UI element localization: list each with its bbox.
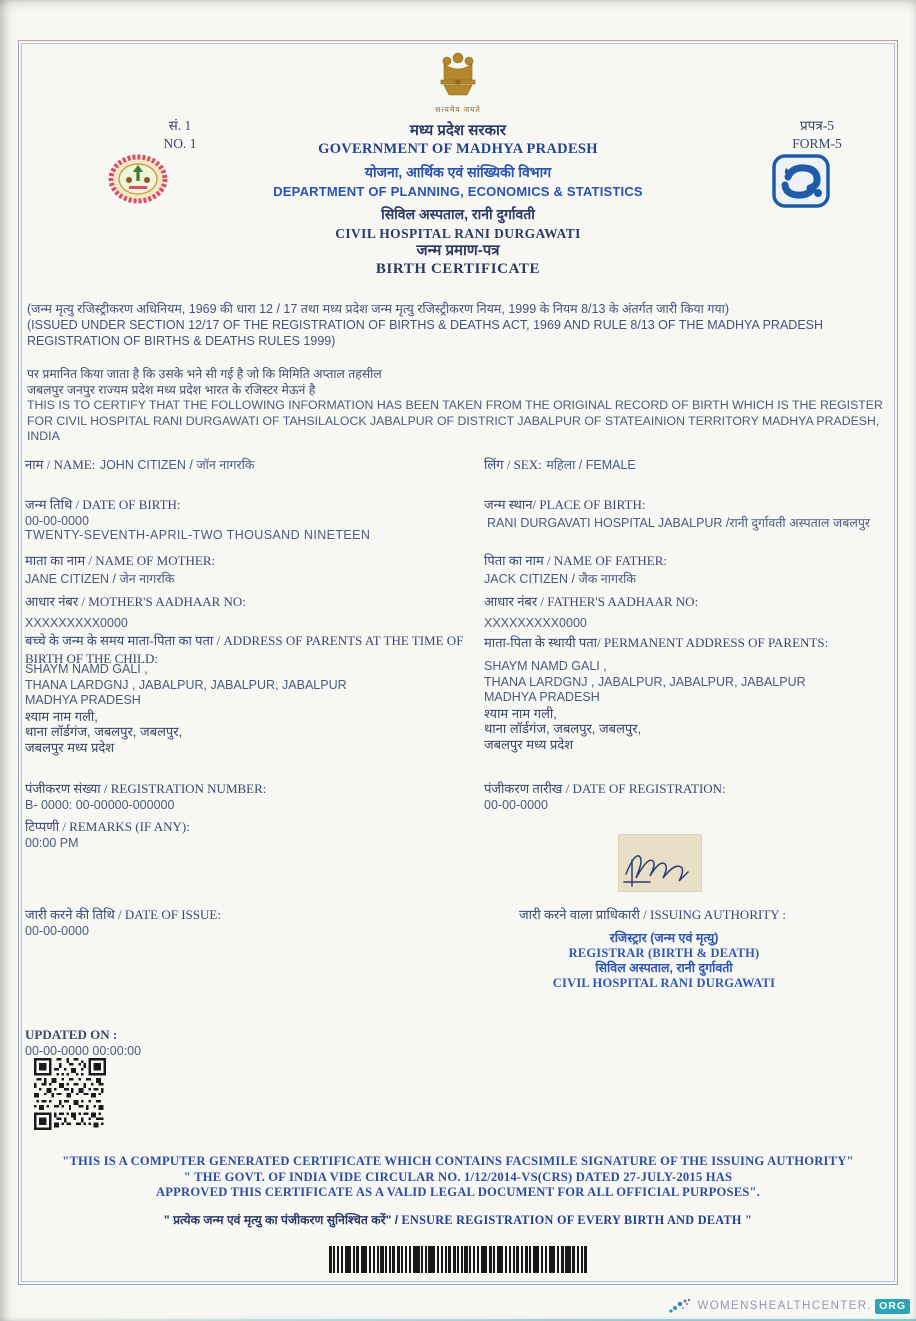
field-date-of-birth — [25, 495, 469, 542]
field-registration-date — [484, 779, 884, 812]
field-updated-on — [25, 1026, 469, 1058]
authority-line-hindi: रजिस्ट्रार (जन्म एवं मृत्यु) — [609, 931, 719, 945]
field-sex — [484, 455, 884, 474]
authority-line-english: CIVIL HOSPITAL RANI DURGAWATI — [552, 976, 776, 990]
act-citation — [27, 301, 891, 349]
issuing-authority-label: जारी करने वाला प्राधिकारी / ISSUING AUTHORITY : — [519, 907, 787, 922]
issuing-authority-lines — [499, 931, 829, 991]
authority-line-hindi: सिविल अस्पताल, रानी दुर्गावती — [595, 961, 733, 975]
birth-address-label: बच्चे के जन्म के समय माता-पिता का पता / ADDRESS OF PARENTS AT THE TIME OF BIRTH OF THE CHILD: — [25, 633, 464, 666]
form-number-hindi: प्रपत्र-5 — [799, 118, 835, 133]
act-citation-english: (ISSUED UNDER SECTION 12/17 OF THE REGISTRATION OF BIRTHS & DEATHS ACT, 1969 AND RULE 8/13 OF THE MADHYA PRADESH REGISTRATION OF BIRTHS & DEATHS RULES 1999) — [27, 318, 824, 348]
address-line: थाना लॉर्डगंज, जबलपुर, जबलपुर, — [484, 721, 642, 736]
sex-label: लिंग / SEX: — [484, 457, 542, 472]
sex-value: महिला / FEMALE — [546, 458, 636, 472]
mother-aadhaar-value: XXXXXXXXX0000 — [25, 616, 128, 630]
department-title-hindi: योजना, आर्थिक एवं सांख्यिकी विभाग — [364, 164, 552, 180]
pob-value: RANI DURGAVATI HOSPITAL JABALPUR /रानी दुर्गावती अस्पताल जबलपुर — [487, 516, 871, 530]
emblem-motto: सत्यमेव जयते — [435, 105, 481, 114]
registration-date-value: 00-00-0000 — [484, 798, 548, 812]
authority-line-english: REGISTRAR (BIRTH & DEATH) — [568, 946, 760, 960]
remarks-value: 00:00 PM — [25, 836, 79, 850]
watermark-site-name: WOMENSHEALTHCENTER. — [697, 1300, 873, 1312]
registration-number-label: पंजीकरण संख्या / REGISTRATION NUMBER: — [25, 781, 267, 796]
remarks-label: टिप्पणी / REMARKS (IF ANY): — [25, 819, 190, 834]
serial-hindi: सं. 1 — [168, 118, 192, 133]
address-line: SHAYM NAMD GALI , — [25, 662, 148, 676]
document-title-english: BIRTH CERTIFICATE — [375, 261, 541, 277]
watermark-tld-badge: ORG — [875, 1299, 910, 1314]
department-title-english: DEPARTMENT OF PLANNING, ECONOMICS & STATISTICS — [273, 184, 643, 199]
facsimile-signature — [618, 834, 702, 892]
certificate-border-frame — [18, 40, 898, 1285]
hospital-title-english: CIVIL HOSPITAL RANI DURGAWATI — [335, 226, 581, 241]
field-permanent-address-label — [484, 633, 884, 652]
site-watermark — [668, 1297, 910, 1315]
signature-scribble-icon — [618, 834, 702, 892]
act-citation-hindi: (जन्म मृत्यु रजिस्ट्रीकरण अधिनियम, 1969 की धारा 12 / 17 तथा मध्य प्रदेश जन्म मृत्यु रजिस्ट्रीकरण नियम, 1999 के नियम 8/13 के अंतर्गत जारी किया गया) — [27, 302, 730, 316]
document-title — [19, 241, 897, 279]
field-mother-name — [25, 551, 469, 587]
name-label: नाम / NAME: — [25, 457, 96, 472]
field-date-of-issue — [25, 905, 469, 938]
field-name — [25, 455, 469, 474]
qr-code — [34, 1058, 106, 1135]
date-of-issue-value: 00-00-0000 — [25, 924, 89, 938]
address-line: श्याम नाम गली, — [484, 705, 557, 721]
dob-in-words: TWENTY-SEVENTH-APRIL-TWO THOUSAND NINETEEN — [25, 528, 371, 542]
father-aadhaar-value: XXXXXXXXX0000 — [484, 616, 587, 630]
field-father-aadhaar — [484, 592, 884, 630]
registration-date-label: पंजीकरण तारीख / DATE OF REGISTRATION: — [484, 781, 726, 796]
form-number-english: FORM-5 — [792, 136, 842, 151]
permanent-address-label: माता-पिता के स्थायी पता/ PERMANENT ADDRESS OF PARENTS: — [484, 635, 829, 650]
address-line: MADHYA PRADESH — [25, 693, 141, 707]
footer-disclaimer — [19, 1154, 897, 1201]
serial-english: NO. 1 — [163, 136, 197, 151]
field-father-name — [484, 551, 884, 587]
updated-on-value: 00-00-0000 00:00:00 — [25, 1044, 142, 1058]
address-line: थाना लॉर्डगंज, जबलपुर, जबलपुर, — [25, 724, 183, 739]
updated-on-label: UPDATED ON : — [25, 1027, 118, 1042]
disclaimer-line2: " THE GOVT. OF INDIA VIDE CIRCULAR NO. 1/12/2014-VS(CRS) DATED 27-JULY-2015 HAS — [183, 1169, 733, 1184]
address-line: THANA LARDGNJ , JABALPUR, JABALPUR, JABALPUR — [25, 677, 347, 692]
barcode — [329, 1246, 587, 1273]
mother-name-value: JANE CITIZEN / जेन नागरकि — [25, 572, 175, 586]
disclaimer-line3: APPROVED THIS CERTIFICATE AS A VALID LEGAL DOCUMENT FOR ALL OFFICIAL PURPOSES". — [155, 1185, 761, 1199]
watermark-dots-icon — [668, 1297, 694, 1315]
field-permanent-address-lines — [484, 659, 884, 752]
pob-label: जन्म स्थान/ PLACE OF BIRTH: — [484, 497, 646, 512]
field-birth-address-lines — [25, 662, 469, 755]
qr-code-icon — [34, 1058, 106, 1130]
address-line: MADHYA PRADESH — [484, 690, 600, 704]
ashoka-lion-capital-icon — [432, 51, 484, 99]
certification-statement — [27, 367, 891, 445]
government-title-english: GOVERNMENT OF MADHYA PRADESH — [318, 141, 598, 157]
dob-value: 00-00-0000 — [25, 514, 89, 528]
mother-aadhaar-label: आधार नंबर / MOTHER'S AADHAAR NO: — [25, 594, 246, 609]
document-title-hindi: जन्म प्रमाण-पत्र — [416, 242, 500, 259]
national-emblem-block — [19, 51, 897, 115]
address-line: SHAYM NAMD GALI , — [484, 659, 607, 673]
certify-hindi-line2: जबलपुर जनपुर राज्यम प्रदेश मध्य प्रदेश भारत के रजिस्टर मेऊनं है — [27, 382, 316, 397]
disclaimer-line1: "THIS IS A COMPUTER GENERATED CERTIFICATE WHICH CONTAINS FACSIMILE SIGNATURE OF THE ISSUING AUTHORITY" — [62, 1154, 854, 1168]
certify-hindi-line1: पर प्रमानित किया जाता है कि उसके भने सी गई है जो कि मिमिति अप्ताल तहसील — [27, 367, 382, 381]
slogan-hindi: " प्रत्येक जन्म एवं मृत्यु का पंजीकरण सुनिश्चित करें" / — [163, 1213, 399, 1227]
footer-slogan — [19, 1211, 897, 1228]
name-value: JOHN CITIZEN / जॉन नागरकि — [99, 458, 255, 472]
father-aadhaar-label: आधार नंबर / FATHER'S AADHAAR NO: — [484, 594, 699, 609]
hospital-title-hindi: सिविल अस्पताल, रानी दुर्गावती — [381, 206, 535, 222]
registration-number-value: B- 0000: 00-00000-000000 — [25, 798, 175, 812]
field-registration-number — [25, 779, 469, 812]
date-of-issue-label: जारी करने की तिथि / DATE OF ISSUE: — [25, 907, 221, 922]
field-remarks — [25, 817, 469, 850]
dob-label: जन्म तिथि / DATE OF BIRTH: — [25, 497, 181, 512]
address-line: जबलपुर मध्य प्रदेश — [25, 739, 115, 755]
government-title-hindi: मध्य प्रदेश सरकार — [409, 122, 507, 139]
address-line: THANA LARDGNJ , JABALPUR, JABALPUR, JABALPUR — [484, 674, 806, 689]
father-name-label: पिता का नाम / NAME OF FATHER: — [484, 553, 668, 568]
field-issuing-authority — [484, 905, 916, 924]
field-mother-aadhaar — [25, 592, 469, 630]
certify-english: THIS IS TO CERTIFY THAT THE FOLLOWING INFORMATION HAS BEEN TAKEN FROM THE ORIGINAL RECORD OF BIRTH WHICH IS THE REGISTER FOR CIVIL HOSPITAL RANI DURGAWATI OF TAHSILALOCK JABALPUR OF DISTRICT JABALPUR OF STATEAINION TERRITORY MADHYA PRADESH, INDIA — [27, 398, 883, 443]
address-line: श्याम नाम गली, — [25, 708, 98, 724]
header-titles — [19, 121, 897, 243]
field-place-of-birth — [484, 495, 884, 531]
father-name-value: JACK CITIZEN / जैक नागरकि — [484, 572, 636, 586]
address-line: जबलपुर मध्य प्रदेश — [484, 736, 574, 752]
slogan-english: ENSURE REGISTRATION OF EVERY BIRTH AND DEATH " — [401, 1213, 753, 1227]
mother-name-label: माता का नाम / NAME OF MOTHER: — [25, 553, 216, 568]
